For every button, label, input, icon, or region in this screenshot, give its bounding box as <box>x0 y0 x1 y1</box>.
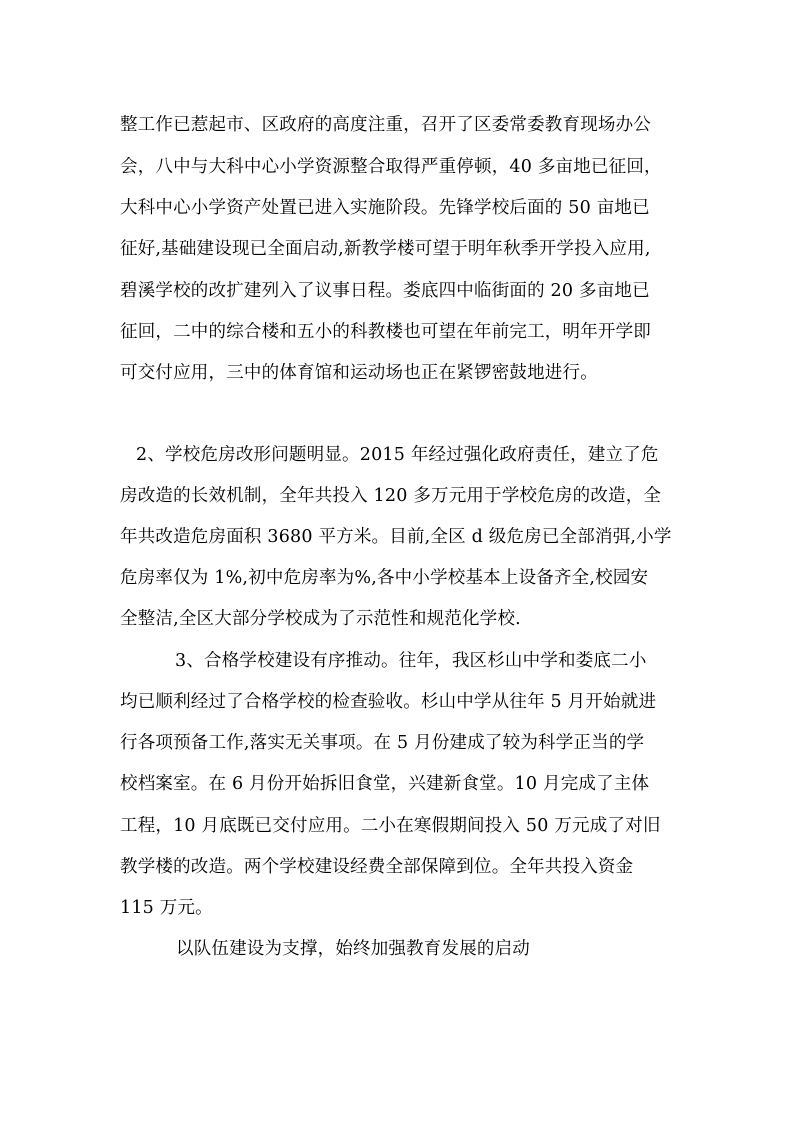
text-line: 行各项预备工作,落实无关事项。在 5 月份建成了较为科学正当的学 <box>120 733 645 753</box>
text-line: 2、学校危房改形问题明显。2015 年经过强化政府责任，建立了危 <box>136 445 659 465</box>
text-line: 会，八中与大科中心小学资源整合取得严重停顿，40 多亩地已征回， <box>120 157 662 177</box>
text-line: 3、合格学校建设有序推动。往年，我区杉山中学和娄底二小 <box>175 651 647 671</box>
text-line: 校档案室。在 6 月份开始拆旧食堂，兴建新食堂。10 月完成了主体 <box>120 774 650 794</box>
text-line: 危房率仅为 1%,初中危房率为%,各中小学校基本上设备齐全,校园安 <box>120 568 649 588</box>
text-line: 房改造的长效机制，全年共投入 120 多万元用于学校危房的改造，全 <box>120 486 662 506</box>
text-line: 碧溪学校的改扩建列入了议事日程。娄底四中临街面的 20 多亩地已 <box>120 281 650 301</box>
text-line: 可交付应用，三中的体育馆和运动场也正在紧锣密鼓地进行。 <box>120 363 598 383</box>
text-line: 整工作已惹起市、区政府的高度注重，召开了区委常委教育现场办公 <box>120 115 651 135</box>
text-line: 均已顺利经过了合格学校的检查验收。杉山中学从往年 5 月开始就进 <box>120 692 657 712</box>
text-line: 年共改造危房面积 3680 平方米。目前,全区 d 级危房已全部消弭,小学 <box>120 527 672 547</box>
text-line: 工程，10 月底既已交付应用。二小在寒假期间投入 50 万元成了对旧 <box>120 816 661 836</box>
text-line: 115 万元。 <box>120 898 213 918</box>
text-line: 大科中心小学资产处置已进入实施阶段。先锋学校后面的 50 亩地已 <box>120 198 650 218</box>
text-line: 教学楼的改造。两个学校建设经费全部保障到位。全年共投入资金 <box>120 857 634 877</box>
text-line: 征回，二中的综合楼和五小的科教楼也可望在年前完工，明年开学即 <box>120 322 651 342</box>
text-line: 全整洁,全区大部分学校成为了示范性和规范化学校. <box>120 609 521 629</box>
text-line: 征好,基础建设现已全面启动,新教学楼可望于明年秋季开学投入应用, <box>120 239 651 259</box>
section-heading: 以队伍建设为支撑，始终加强教育发展的启动 <box>176 939 530 959</box>
